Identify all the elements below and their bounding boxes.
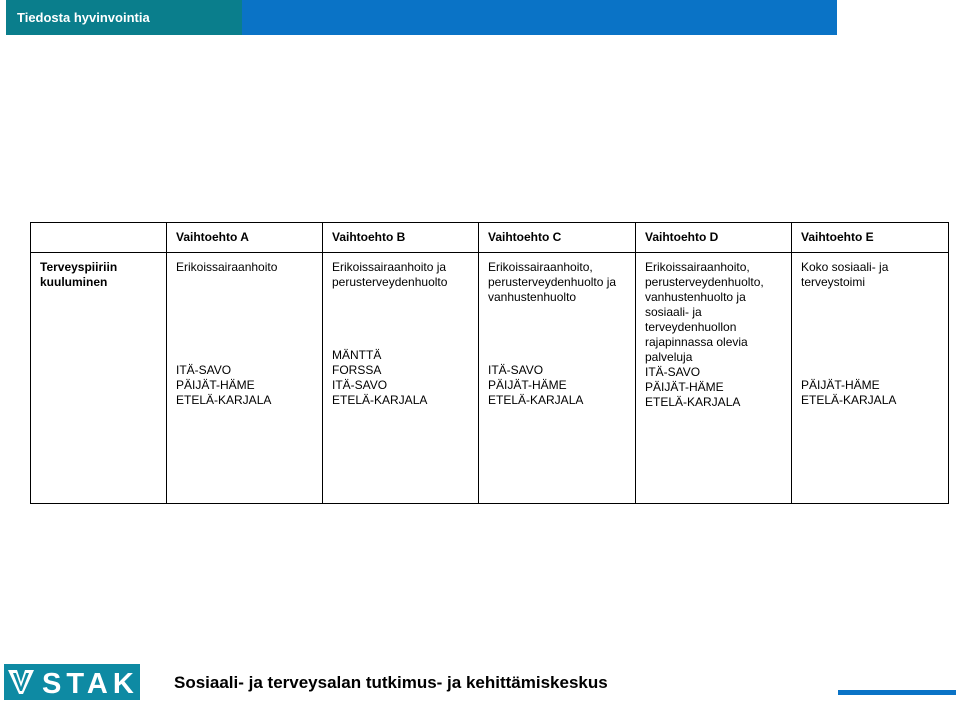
column-heading-b: Vaihtoehto B <box>323 223 479 253</box>
stakes-logo <box>4 664 188 700</box>
option-regions: ITÄ-SAVO PÄIJÄT-HÄME ETELÄ-KARJALA <box>176 363 272 407</box>
option-regions: PÄIJÄT-HÄME ETELÄ-KARJALA <box>801 378 897 407</box>
header-corner-cell <box>31 223 167 253</box>
option-description: Erikoissairaanhoito ja perusterveydenhuolto <box>332 260 448 289</box>
option-cell-a <box>167 253 323 504</box>
option-cell-d <box>636 253 792 504</box>
option-cell-c <box>479 253 636 504</box>
option-description: Erikoissairaanhoito, perusterveydenhuolto, vanhustenhuolto ja sosiaali- ja terveydenhuollon rajapinnassa olevia palveluja <box>645 260 764 364</box>
option-description: Erikoissairaanhoito, perusterveydenhuolto ja vanhustenhuolto <box>488 260 617 304</box>
page-title: Tiedosta hyvinvointia <box>17 10 150 25</box>
title-bar <box>6 0 837 35</box>
options-table <box>30 222 949 504</box>
option-regions: ITÄ-SAVO PÄIJÄT-HÄME ETELÄ-KARJALA <box>645 365 741 409</box>
footer-stripe <box>838 690 956 695</box>
option-description: Koko sosiaali- ja terveystoimi <box>801 260 889 289</box>
option-regions: ITÄ-SAVO PÄIJÄT-HÄME ETELÄ-KARJALA <box>488 363 584 407</box>
column-heading-a: Vaihtoehto A <box>167 223 323 253</box>
row-label: Terveyspiiriin kuuluminen <box>31 253 167 504</box>
footer-organization-name: Sosiaali- ja terveysalan tutkimus- ja kehittämiskeskus <box>174 673 608 692</box>
option-regions: MÄNTTÄ FORSSA ITÄ-SAVO ETELÄ-KARJALA <box>332 348 428 407</box>
stakes-v-icon <box>8 670 34 694</box>
option-cell-e <box>792 253 949 504</box>
option-cell-b <box>323 253 479 504</box>
column-heading-c: Vaihtoehto C <box>479 223 636 253</box>
table-header-row <box>31 223 949 253</box>
column-heading-d: Vaihtoehto D <box>636 223 792 253</box>
logo-text: STAKES <box>42 668 188 700</box>
option-description: Erikoissairaanhoito <box>176 260 278 274</box>
column-heading-e: Vaihtoehto E <box>792 223 949 253</box>
table-row <box>31 253 949 504</box>
